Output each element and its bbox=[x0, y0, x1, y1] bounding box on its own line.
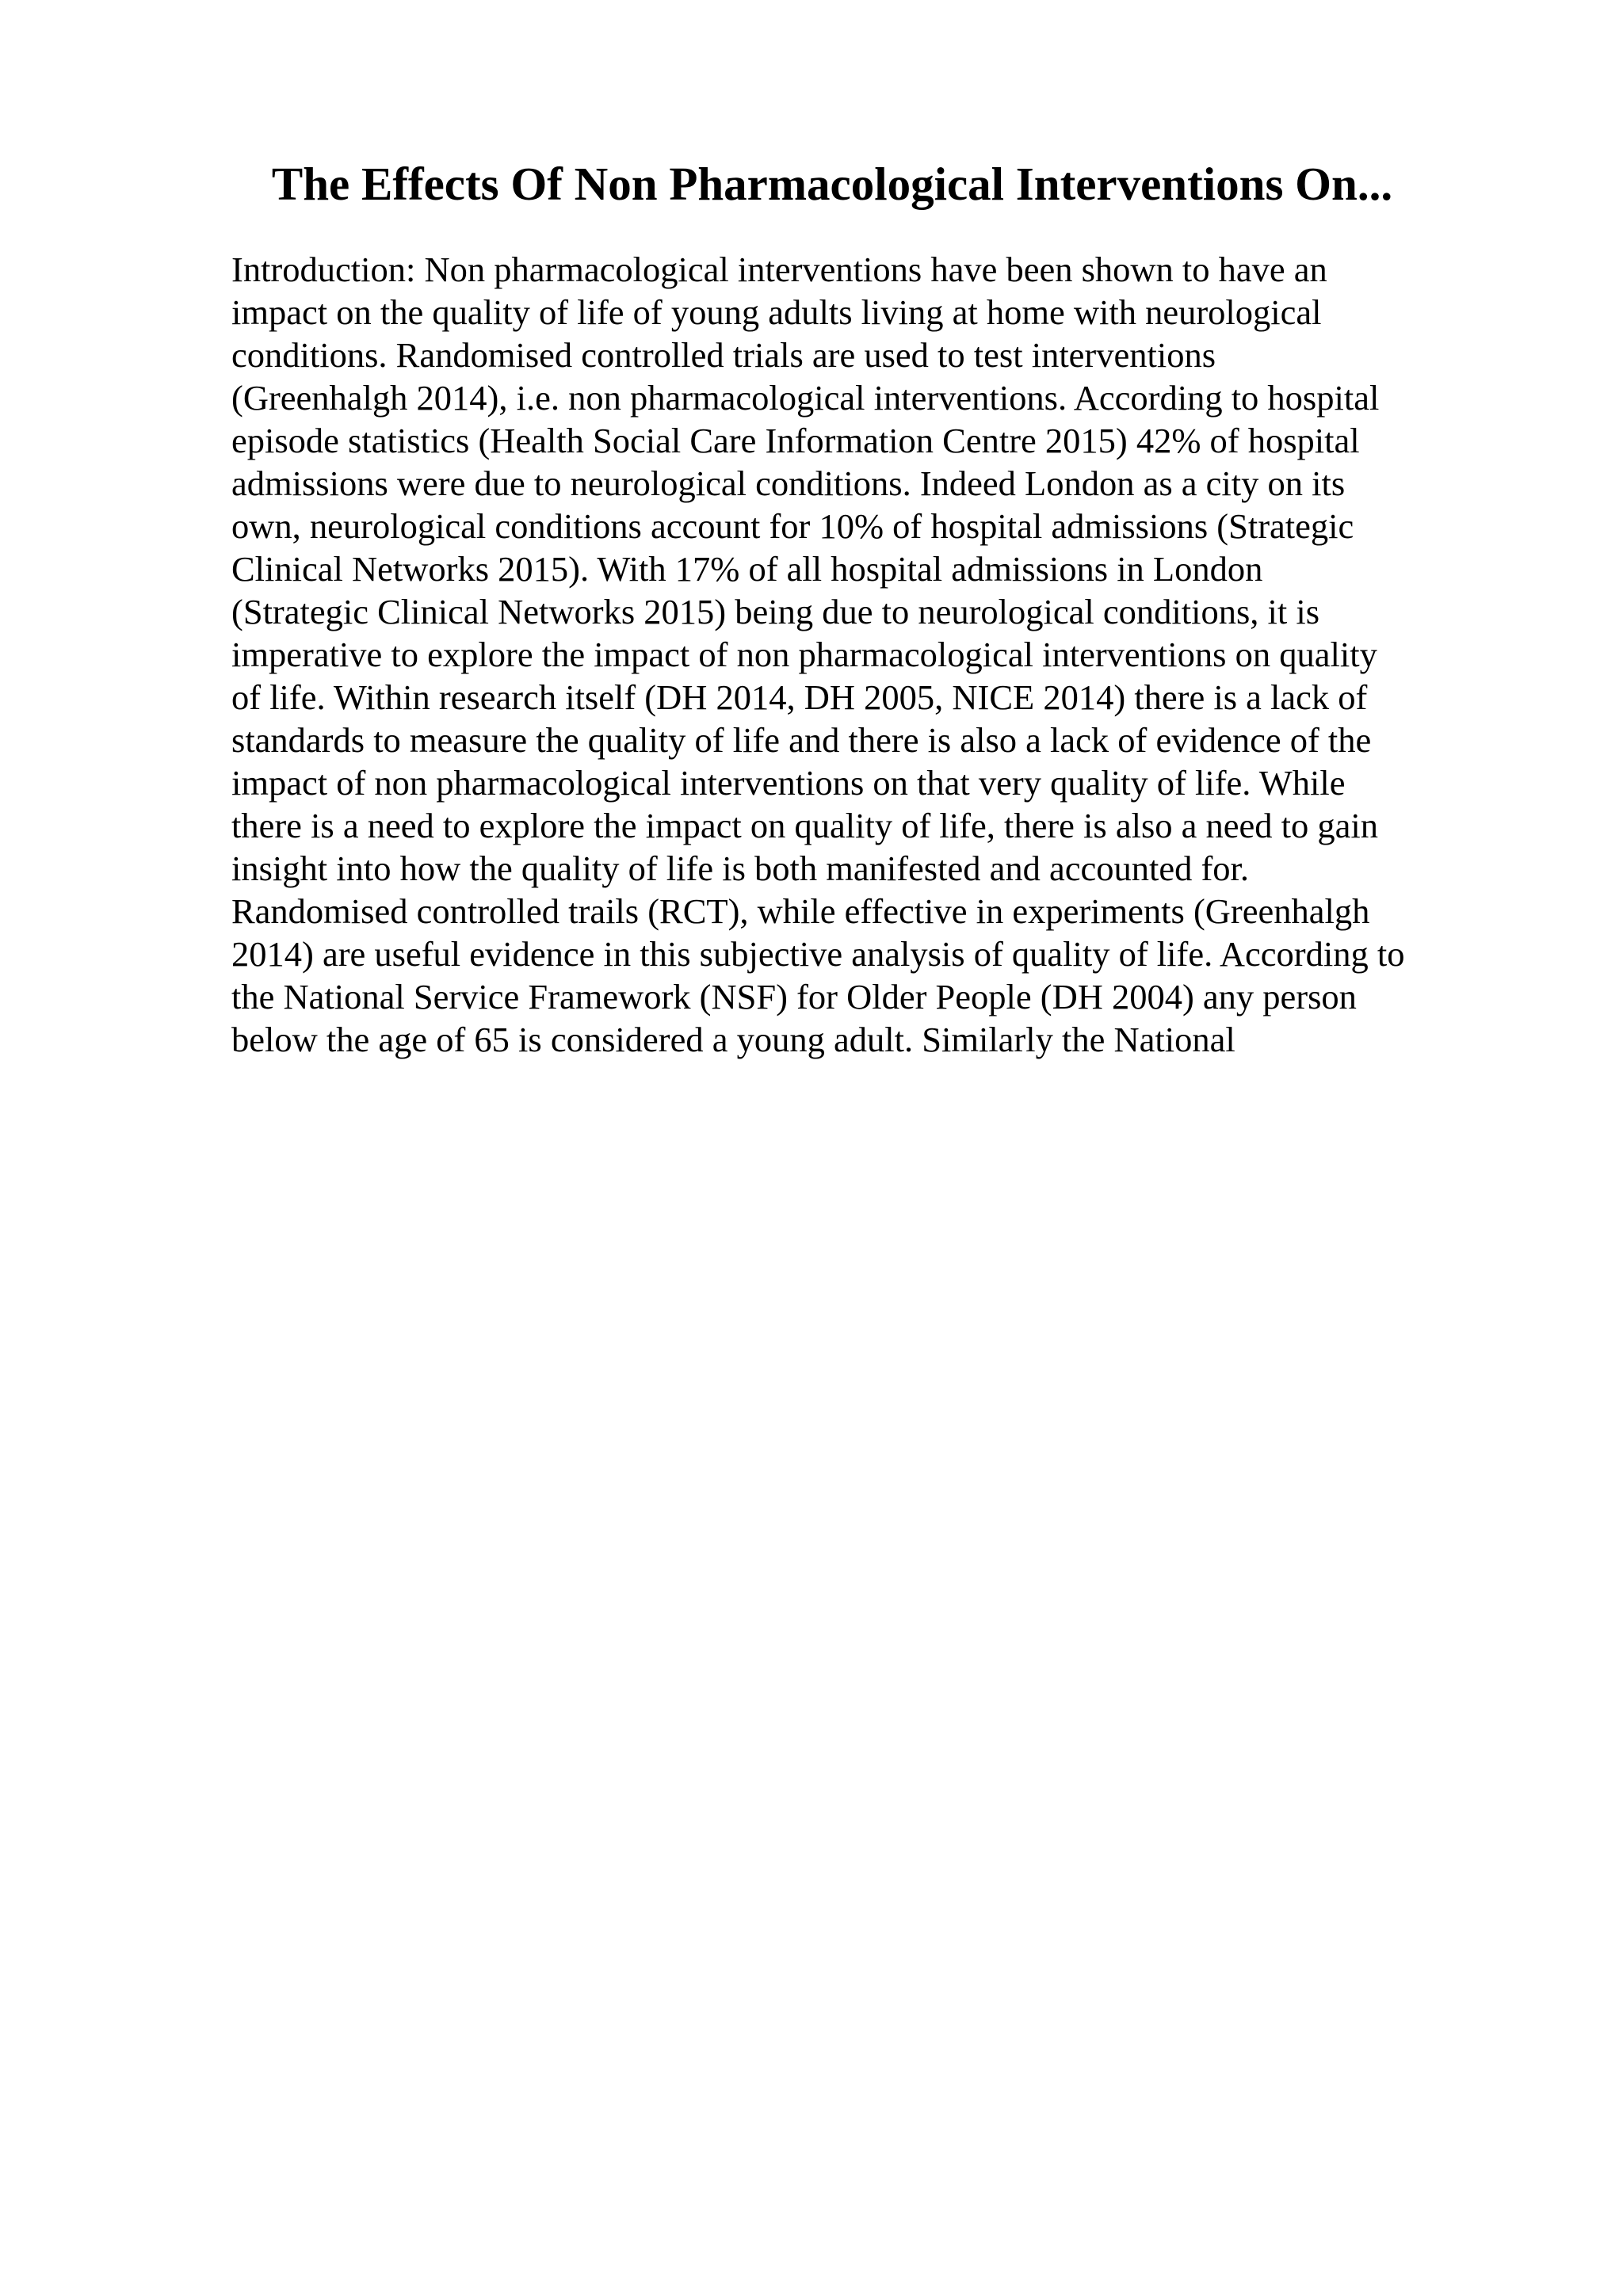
document-title: The Effects Of Non Pharmacological Interventions On... bbox=[271, 158, 1393, 210]
body-line: episode statistics (Health Social Care Information Centre 2015) 42% of hospital bbox=[231, 421, 1360, 460]
body-line: own, neurological conditions account for 10% of hospital admissions (Strategic bbox=[231, 506, 1354, 546]
body-line: (Greenhalgh 2014), i.e. non pharmacological interventions. According to hospital bbox=[231, 378, 1380, 418]
body-line: there is a need to explore the impact on quality of life, there is also a need to gain bbox=[231, 806, 1378, 845]
body-line: impact on the quality of life of young adults living at home with neurological bbox=[231, 292, 1322, 332]
body-line: of life. Within research itself (DH 2014, DH 2005, NICE 2014) there is a lack of bbox=[231, 677, 1368, 717]
body-line: (Strategic Clinical Networks 2015) being due to neurological conditions, it is bbox=[231, 592, 1320, 631]
body-line: the National Service Framework (NSF) for Older People (DH 2004) any person bbox=[231, 977, 1357, 1016]
document-body bbox=[231, 248, 1515, 1061]
body-line: conditions. Randomised controlled trials are used to test interventions bbox=[231, 335, 1216, 375]
body-line: imperative to explore the impact of non pharmacological interventions on quality bbox=[231, 635, 1377, 674]
body-line: impact of non pharmacological interventions on that very quality of life. While bbox=[231, 763, 1346, 803]
body-line: admissions were due to neurological conditions. Indeed London as a city on its bbox=[231, 463, 1346, 503]
body-line: 2014) are useful evidence in this subjective analysis of quality of life. According to bbox=[231, 934, 1405, 974]
body-line: Clinical Networks 2015). With 17% of all hospital admissions in London bbox=[231, 549, 1263, 589]
body-line: Introduction: Non pharmacological interventions have been shown to have an bbox=[231, 250, 1327, 289]
body-line: below the age of 65 is considered a young adult. Similarly the National bbox=[231, 1020, 1235, 1059]
body-line: standards to measure the quality of life and there is also a lack of evidence of the bbox=[231, 720, 1372, 760]
body-line: Randomised controlled trails (RCT), while effective in experiments (Greenhalgh bbox=[231, 891, 1370, 931]
body-line: insight into how the quality of life is both manifested and accounted for. bbox=[231, 849, 1250, 888]
